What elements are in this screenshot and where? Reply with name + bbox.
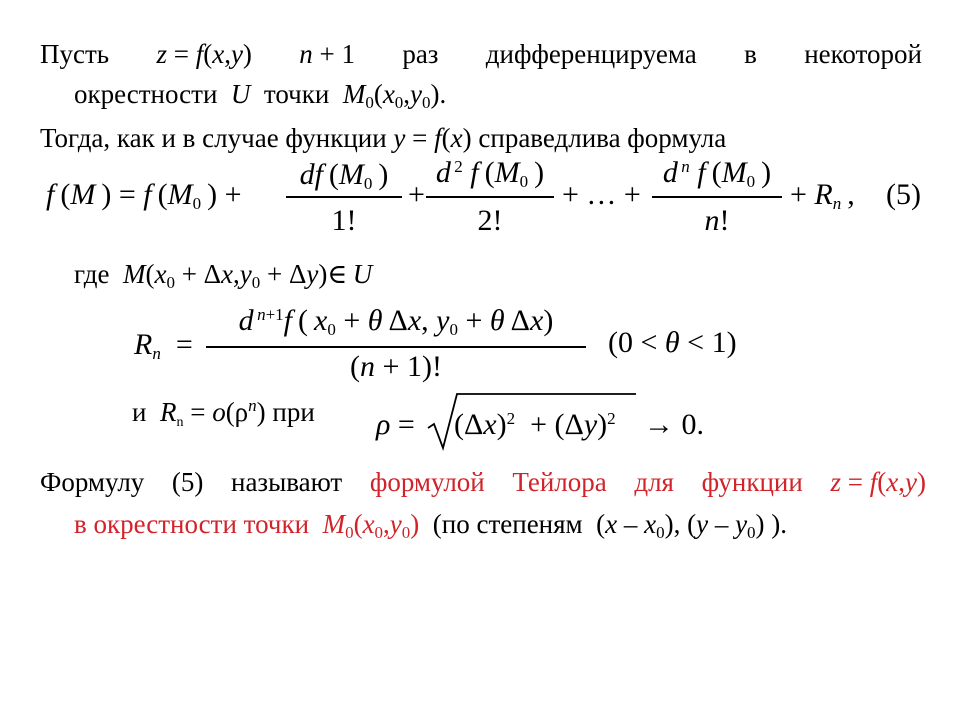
formula5-tail: + $R_n$ , <box>790 178 855 213</box>
remainder-bar <box>206 346 586 348</box>
conclusion-function: z = f(x,y) <box>830 467 926 497</box>
remainder-numerator: d $^{n+1}$f ( $x_0 + \theta$ Δx, $y_0 + \theta$ Δx) <box>238 304 554 339</box>
formula5-termn-bar <box>652 196 782 198</box>
taylor-term: формулой <box>369 467 485 497</box>
then-line: Тогда, как и в случае функции y = f(x) справедлива формула <box>40 123 727 153</box>
conclusion-line-1: Формулу (5) называют формулой Тейлора для функции z = f(x,y) <box>40 467 926 497</box>
formula5-plus: + <box>408 178 425 211</box>
neighbourhood-U: U <box>230 79 251 109</box>
formula5-term1-bar <box>286 196 402 198</box>
formula5-dots: + … + <box>562 178 641 211</box>
conclusion-line-2 <box>74 508 787 540</box>
intro-line-1 <box>40 38 922 70</box>
intro-line-2: окрестности U точки $M_0(x_0,y_0)$. <box>74 79 447 112</box>
intro-order: n + 1 <box>299 39 355 69</box>
rho-lhs: ρ = <box>376 408 415 441</box>
remainder-lhs: $R_n$ = <box>134 328 193 363</box>
taylor-neighbourhood: в окрестности точки $M_0(x_0,y_0)$ <box>74 509 420 542</box>
intro-word: дифференцируема <box>485 39 697 69</box>
intro-word: раз <box>402 39 439 69</box>
formula5-term2-bar <box>426 196 554 198</box>
rho-radicand: $(\Delta x)^2 + (\Delta y)^2$ <box>454 408 616 441</box>
formula5-term1-denominator: 1! <box>331 204 357 237</box>
intro-word: некоторой <box>804 39 922 69</box>
formula5-termn-numerator: d $^n$ f ($M_0$ ) <box>662 156 772 191</box>
power-expansion: (по степеням $(x - x_0)$, $(y - y_0)$ ). <box>432 509 788 542</box>
remainder-condition: (0 < θ < 1) <box>608 326 737 359</box>
rho-limit: → 0. <box>644 408 704 441</box>
formula5-term2-numerator: d $^2$ f ($M_0$ ) <box>435 156 545 191</box>
formula5-number: (5) <box>886 178 921 211</box>
intro-word: Пусть <box>40 39 110 69</box>
point-M0: $M_0(x_0,y_0)$. <box>342 79 447 112</box>
intro-function: z = f(x,y) <box>156 39 252 69</box>
formula5-termn-denominator: n! <box>704 204 730 237</box>
formula5-term2-denominator: 2! <box>477 204 503 237</box>
where-line: где $M(x_0 + \Delta x,y_0$ + Δy)∈ U <box>74 259 373 292</box>
intro-word: в <box>744 39 757 69</box>
rho-line-text: и $R_n = o(\rho^n)$ при <box>132 396 315 430</box>
remainder-denominator: (n + 1)! <box>350 350 442 383</box>
formula5-term1-numerator: df ($M_0$ ) <box>299 158 389 193</box>
where-expression: $M(x_0 + \Delta x,y_0$ + Δy)∈ U <box>122 259 373 292</box>
formula5-lhs: f (M ) = f ($M_0$ ) + <box>46 178 242 213</box>
